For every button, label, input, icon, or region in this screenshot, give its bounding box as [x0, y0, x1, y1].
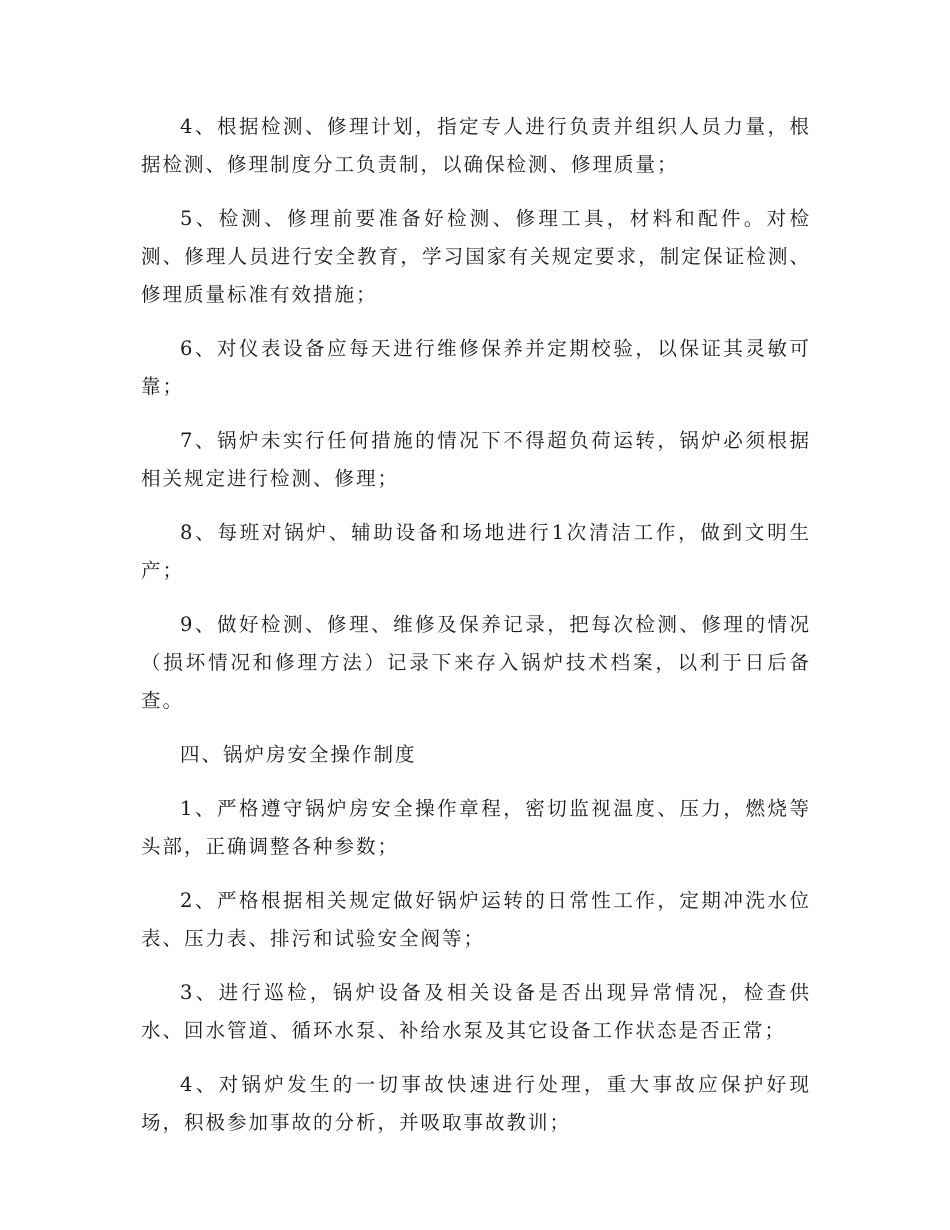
section-paragraph-3: 3、进行巡检，锅炉设备及相关设备是否出现异常情况，检查供水、回水管道、循环水泵、补给水泵及其它设备工作状态是否正常； — [141, 981, 811, 1042]
paragraph-item-6: 6、对仪表设备应每天进行维修保养并定期校验，以保证其灵敏可靠； — [141, 337, 811, 398]
paragraph-item-5: 5、检测、修理前要准备好检测、修理工具，材料和配件。对检测、修理人员进行安全教育，学习国家有关规定要求，制定保证检测、修理质量标准有效措施； — [141, 207, 811, 306]
paragraph-item-9: 9、做好检测、修理、维修及保养记录，把每次检测、修理的情况（损坏情况和修理方法）记录下来存入锅炉技术档案，以利于日后备查。 — [141, 613, 811, 712]
paragraph-item-7: 7、锅炉未实行任何措施的情况下不得超负荷运转，锅炉必须根据相关规定进行检测、修理； — [141, 429, 811, 490]
section-paragraph-4: 4、对锅炉发生的一切事故快速进行处理，重大事故应保护好现场，积极参加事故的分析，并吸取事故教训； — [141, 1073, 811, 1134]
section-paragraph-2: 2、严格根据相关规定做好锅炉运转的日常性工作，定期冲洗水位表、压力表、排污和试验安全阀等； — [141, 889, 811, 950]
section-paragraph-1: 1、严格遵守锅炉房安全操作章程，密切监视温度、压力，燃烧等头部，正确调整各种参数； — [141, 797, 811, 858]
paragraph-item-8: 8、每班对锅炉、辅助设备和场地进行1次清洁工作，做到文明生产； — [141, 521, 811, 582]
section-heading: 四、锅炉房安全操作制度 — [180, 743, 417, 766]
document-body — [141, 108, 811, 1158]
paragraph-item-4: 4、根据检测、修理计划，指定专人进行负责并组织人员力量，根据检测、修理制度分工负责制，以确保检测、修理质量； — [141, 115, 811, 176]
